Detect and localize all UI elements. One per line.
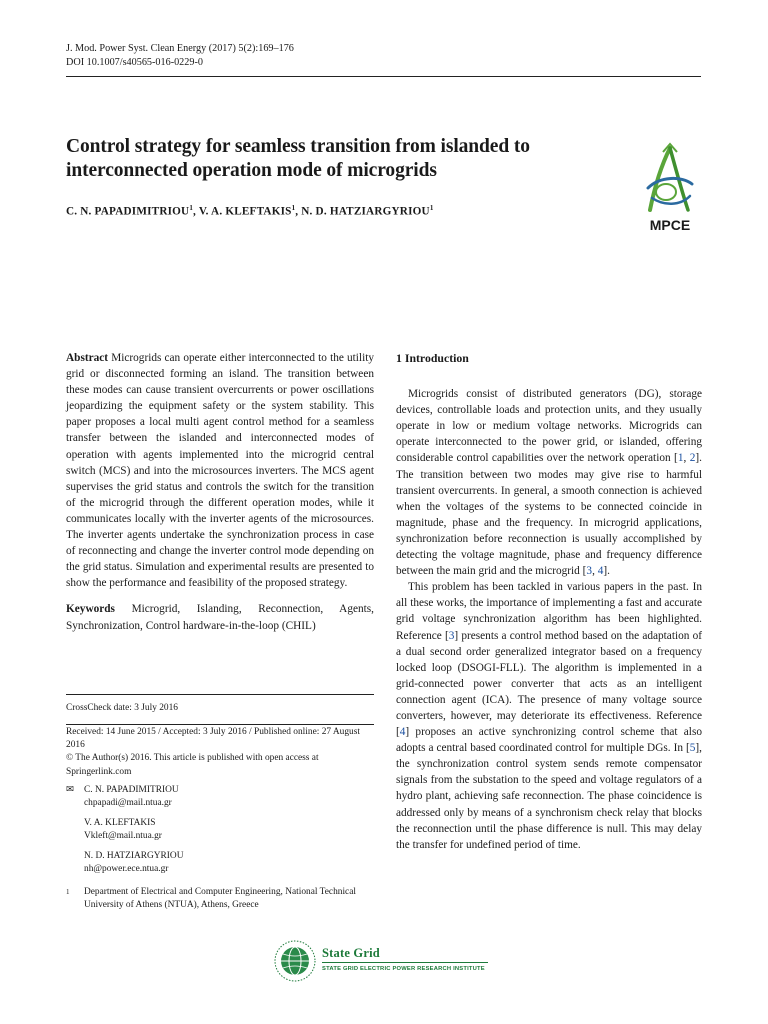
front-matter-rule [66, 694, 374, 695]
abstract-label: Abstract [66, 352, 109, 364]
contact-email[interactable]: Vkleft@mail.ntua.gr [84, 831, 162, 842]
globe-icon [272, 938, 318, 984]
section-heading: 1 Introduction [396, 351, 469, 365]
text-run: ] proposes an active synchronizing control scheme that also adopts a central based coordinated control for multiple DGs. In [ [396, 726, 702, 755]
contact-name: V. A. KLEFTAKIS [84, 818, 156, 828]
journal-citation: J. Mod. Power Syst. Clean Energy (2017) 5(2):169–176 [66, 43, 294, 54]
right-column [396, 350, 702, 853]
journal-header [66, 42, 294, 70]
state-grid-globe-icon [272, 938, 318, 984]
mpce-logo [630, 140, 710, 235]
author-name: C. N. PAPADIMITRIOU [66, 205, 190, 218]
affiliation [66, 886, 374, 912]
text-run: ] presents a control method based on the adaptation of a dual second order generalized integrator based on a frequency locked loop (DSOGI-FLL). The algorithm is implemented in a grid-connected power converter that acts as an intelligent connection agent (ICA). The presence of many voltage source converters, however, may deteriorate its effectiveness. Reference [ [396, 629, 702, 739]
keywords-text: Microgrid, Islanding, Reconnection, Agents, Synchronization, Control hardware-in-the-loop (CHIL) [66, 603, 374, 632]
contact-name: C. N. PAPADIMITRIOU [84, 785, 179, 795]
contact-author-2 [66, 817, 374, 843]
abstract [66, 350, 374, 591]
author-name: V. A. KLEFTAKIS [198, 205, 292, 218]
author-list: C. N. PAPADIMITRIOU$^1$, V. A. KLEFTAKIS$^1$, N. D. HATZIARGYRIOU$^1$ [66, 204, 434, 218]
state-grid-institute: STATE GRID ELECTRIC POWER RESEARCH INSTITUTE [322, 966, 485, 972]
envelope-icon: ✉ [66, 785, 74, 795]
affiliation-marker: 1 [429, 204, 434, 212]
crosscheck-rule [66, 724, 374, 725]
state-grid-brand: State Grid [322, 946, 380, 960]
contact-author-1 [66, 784, 374, 810]
contact-email[interactable]: chpapadi@mail.ntua.gr [84, 798, 172, 809]
keywords [66, 601, 374, 633]
citation-link[interactable]: 3 [448, 629, 455, 642]
abstract-text: Microgrids can operate either interconnected to the utility grid or disconnected forming an island. The transition between these modes can cause transient overcurrents or power oscillations jeopardizing the equipment safety or the system stability. This paper proposes a local multi agent control method for a seamless transfer between the islanded and interconnected modes of operation with agents implemented into the microgrid central switch (MCS) and into the microsources inverters. The MCS agent supervises the grid status and controls the switch for the transition of the microgrid through the different operation modes, while it communicates locally with the inverter agents of the microsources. The inverter agents undertake the synchronization process in case of reconnecting and change the inverter control mode depending on the grid status. Simulation and experimental results are presented to show the performance and feasibility of the proposed strategy. [66, 352, 374, 590]
affiliation-text: Department of Electrical and Computer Engineering, National Technical University of Athens (NTUA), Athens, Greece [84, 887, 356, 911]
citation-link[interactable]: 2 [689, 452, 696, 465]
citation-link[interactable]: 1 [677, 452, 684, 465]
citation-link[interactable]: 5 [689, 742, 696, 755]
publication-history [66, 726, 374, 779]
left-column [66, 350, 374, 634]
text-run: ], the synchronization control system sends remote compensator signals from the substation to the speed and voltage regulators of a hydro plant, achieving safe reconnection. The phase coincidence is addressed only by means of a synchronism check relay that blocks the reconnection until the phase difference is null. This may delay the transfer for undefined period of time. [396, 742, 702, 851]
contact-email[interactable]: nh@power.ece.ntua.gr [84, 864, 169, 875]
header-rule [66, 76, 701, 77]
affiliation-number: 1 [66, 888, 70, 896]
text-run: Microgrids consist of distributed generators (DG), storage devices, controllable loads and protection units, and they usually operate in low or medium voltage networks. Microgrids can operate interconnected to the power grid, or islanded, offering considerable control capabilities over the network operation [ [396, 388, 702, 465]
intro-paragraph-1 [396, 386, 702, 579]
text-run: This problem has been tackled in various papers in the past. In all these works, the importance of implementing a fast and accurate grid voltage synchronization algorithm has been highlighted. Reference [ [396, 581, 702, 642]
affiliation-marker: 1 [291, 204, 296, 212]
crosscheck-date: CrossCheck date: 3 July 2016 [66, 703, 178, 713]
text-run: , [683, 452, 690, 465]
copyright-notice: © The Author(s) 2016. This article is published with open access at Springerlink.com [66, 753, 319, 777]
contact-author-3 [66, 850, 374, 876]
citation-link[interactable]: 4 [399, 726, 406, 739]
text-run: , [592, 565, 598, 578]
state-grid-rule [322, 962, 488, 963]
affiliation-marker: 1 [189, 204, 194, 212]
text-run: ]. The transition between two modes may give rise to harmful transient overcurrents. In general, a smooth connection is achieved when the voltages of the systems to be connected coincide in magnitude, phase and the frequency. In microgrid applications, synchronization before reconnection is usually accomplished by detecting the voltage magnitude, phase and frequency difference between the main grid and the microgrid [ [396, 452, 702, 578]
received-dates: Received: 14 June 2015 / Accepted: 3 July 2016 / Published online: 27 August 2016 [66, 727, 360, 751]
mpce-logo-icon [630, 140, 710, 235]
intro-paragraph-2 [396, 579, 702, 853]
doi-line: DOI 10.1007/s40565-016-0229-0 [66, 57, 203, 68]
mpce-logo-text: MPCE [649, 217, 691, 233]
citation-link[interactable]: 3 [586, 565, 593, 578]
citation-link[interactable]: 4 [597, 565, 604, 578]
keywords-label: Keywords [66, 603, 115, 616]
paper-title: Control strategy for seamless transition from islanded to interconnected operation mode of microgrids [66, 136, 530, 181]
author-name: N. D. HATZIARGYRIOU [301, 205, 430, 218]
text-run: ]. [603, 565, 610, 578]
contact-name: N. D. HATZIARGYRIOU [84, 851, 184, 861]
